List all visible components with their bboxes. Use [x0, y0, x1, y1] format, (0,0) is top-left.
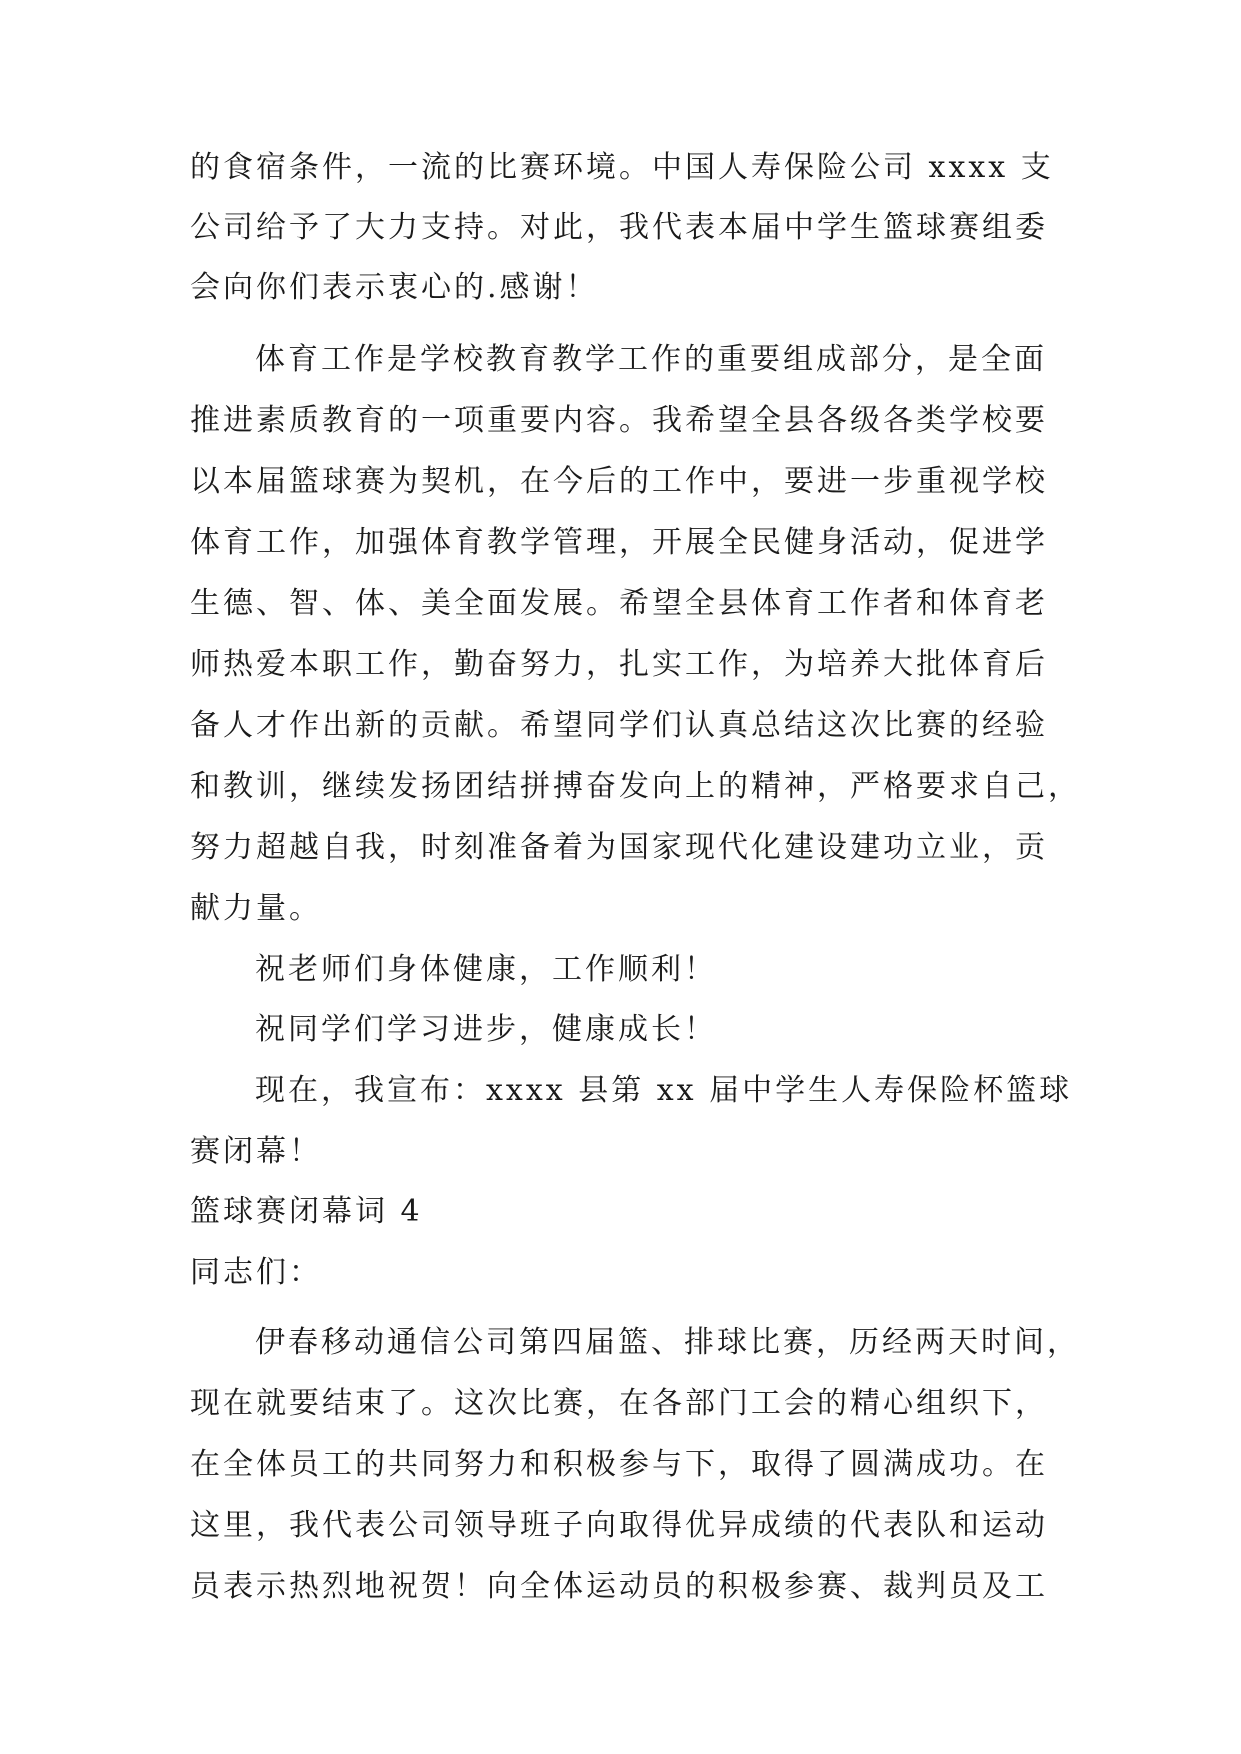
section-heading: 篮球赛闭幕词 4: [190, 1194, 423, 1229]
text-line: 现在，我宣布：xxxx 县第 xx 届中学生人寿保险杯篮球: [255, 1073, 1073, 1108]
text-line: 的食宿条件，一流的比赛环境。中国人寿保险公司 xxxx 支: [190, 150, 1054, 185]
text-line: 和教训，继续发扬团结拼搏奋发向上的精神，严格要求自己，: [190, 769, 1081, 804]
text-line: 祝同学们学习进步，健康成长！: [255, 1012, 717, 1047]
text-line: 生德、智、体、美全面发展。希望全县体育工作者和体育老: [190, 586, 1048, 621]
text-line: 努力超越自我，时刻准备着为国家现代化建设建功立业，贡: [190, 830, 1048, 865]
salutation: 同志们：: [190, 1255, 322, 1290]
text-line: 员表示热烈地祝贺！向全体运动员的积极参赛、裁判员及工: [190, 1569, 1048, 1604]
text-line: 师热爱本职工作，勤奋努力，扎实工作，为培养大批体育后: [190, 647, 1048, 682]
text-line: 赛闭幕！: [190, 1134, 322, 1169]
text-line: 体育工作，加强体育教学管理，开展全民健身活动，促进学: [190, 525, 1048, 560]
text-line: 会向你们表示衷心的.感谢！: [190, 270, 599, 305]
text-line: 献力量。: [190, 891, 322, 926]
text-line: 现在就要结束了。这次比赛，在各部门工会的精心组织下，: [190, 1386, 1048, 1421]
text-line: 备人才作出新的贡献。希望同学们认真总结这次比赛的经验: [190, 708, 1048, 743]
text-line: 体育工作是学校教育教学工作的重要组成部分，是全面: [255, 342, 1047, 377]
text-line: 公司给予了大力支持。对此，我代表本届中学生篮球赛组委: [190, 210, 1048, 245]
text-line: 在全体员工的共同努力和积极参与下，取得了圆满成功。在: [190, 1447, 1048, 1482]
text-line: 伊春移动通信公司第四届篮、排球比赛，历经两天时间，: [255, 1325, 1080, 1360]
text-line: 这里，我代表公司领导班子向取得优异成绩的代表队和运动: [190, 1508, 1048, 1543]
text-line: 祝老师们身体健康，工作顺利！: [255, 952, 717, 987]
text-line: 推进素质教育的一项重要内容。我希望全县各级各类学校要: [190, 403, 1048, 438]
text-line: 以本届篮球赛为契机，在今后的工作中，要进一步重视学校: [190, 464, 1048, 499]
